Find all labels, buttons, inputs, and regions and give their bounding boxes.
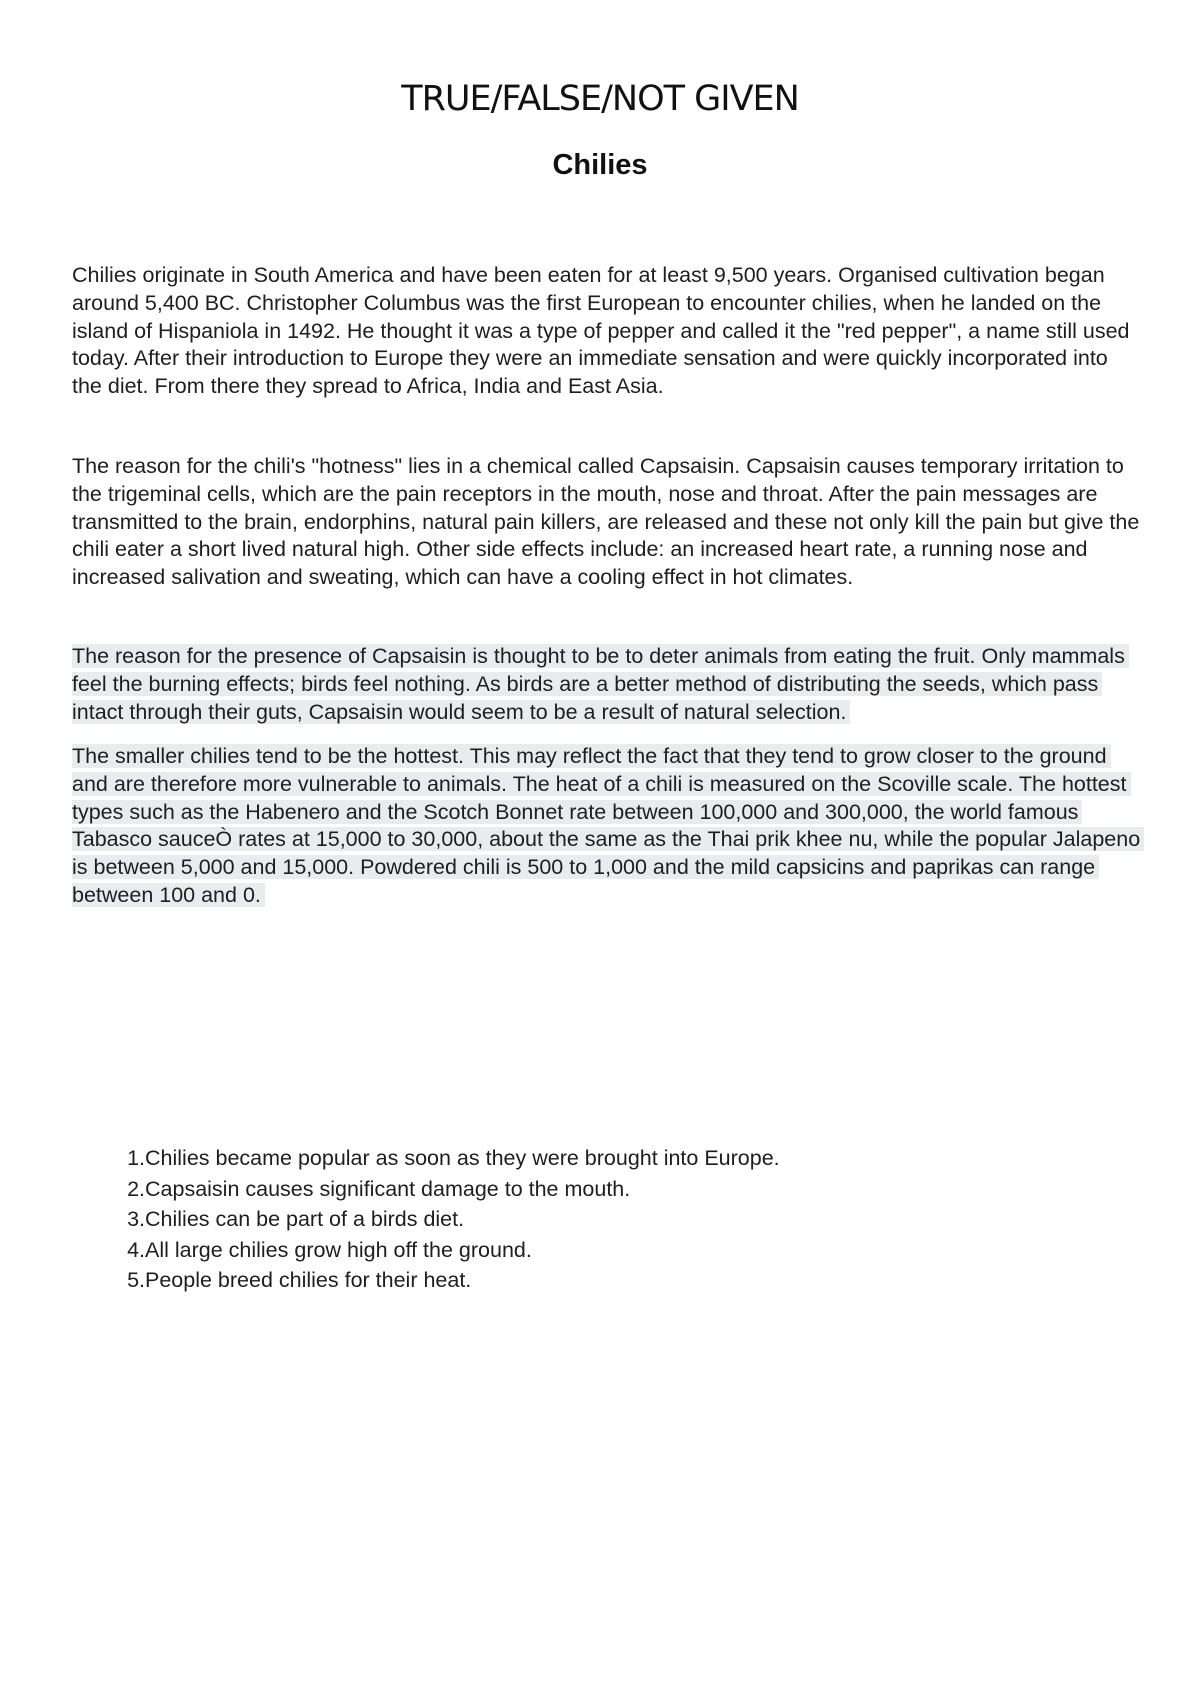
paragraph-text: The reason for the chili's "hotness" lies in a chemical called Capsaisin. Capsaisin causes temporary irritation to the trigeminal cells, which are the pain receptors in the mouth, nose and throat. After the pain messages are transmitted to the brain, endorphins, natural pain killers, are released and these not only kill the pain but give the chili eater a short lived natural high. Other side effects include: an increased heart rate, a running nose and increased salivation and sweating, which can have a cooling effect in hot climates.	[72, 454, 1140, 590]
question-text: Capsaisin causes significant damage to the mouth.	[145, 1176, 631, 1201]
question-text: All large chilies grow high off the ground.	[145, 1237, 532, 1262]
question-number: 2.	[127, 1176, 145, 1201]
highlighted-paragraph-text: The smaller chilies tend to be the hottest. This may reflect the fact that they tend to grow closer to the ground and are therefore more vulnerable to animals. The heat of a chili is measured on the Scoville scale. The hottest types such as the Habenero and the Scotch Bonnet rate between 100,000 and 300,000, the world famous Tabasco sauceÒ rates at 15,000 to 30,000, about the same as the Thai prik khee nu, while the popular Jalapeno is between 5,000 and 15,000. Powdered chili is 500 to 1,000 and the mild capsicins and paprikas can range between 100 and 0.	[72, 744, 1144, 907]
question-text: Chilies became popular as soon as they were brought into Europe.	[145, 1146, 780, 1170]
highlighted-paragraph-text: The reason for the presence of Capsaisin is thought to be to deter animals from eating the fruit. Only mammals feel the burning effects; birds feel nothing. As birds are a better method of distributing the seeds, which pass intact through their guts, Capsaisin would seem to be a result of natural selection.	[72, 644, 1129, 724]
question-list	[72, 1143, 1072, 1296]
paragraph-text: Chilies originate in South America and have been eaten for at least 9,500 years. Organised cultivation began around 5,400 BC. Christopher Columbus was the first European to encounter chilies, when he landed on the island of Hispaniola in 1492. He thought it was a type of pepper and called it the "red pepper", a name still used today. After their introduction to Europe they were an immediate sensation and were quickly incorporated into the diet. From there they spread to Africa, India and East Asia.	[72, 263, 1130, 399]
passage-title: Chilies	[552, 149, 648, 181]
question-number: 5.	[127, 1268, 145, 1292]
question-number: 1.	[127, 1146, 145, 1170]
question-item-1	[72, 1143, 1072, 1174]
question-item-2	[72, 1174, 1072, 1205]
question-text: Chilies can be part of a birds diet.	[145, 1207, 465, 1231]
question-text: People breed chilies for their heat.	[145, 1268, 472, 1292]
passage-paragraph-3-highlighted	[72, 643, 1142, 726]
question-number: 4.	[127, 1237, 145, 1262]
passage-paragraph-2	[72, 453, 1142, 592]
question-item-5	[72, 1265, 1072, 1296]
passage-paragraph-4-highlighted	[72, 743, 1142, 910]
question-item-3	[72, 1204, 1072, 1235]
passage-paragraph-1	[72, 262, 1142, 401]
document-title: TRUE/FALSE/NOT GIVEN	[401, 79, 799, 119]
question-item-4	[72, 1235, 1072, 1266]
question-number: 3.	[127, 1207, 145, 1231]
